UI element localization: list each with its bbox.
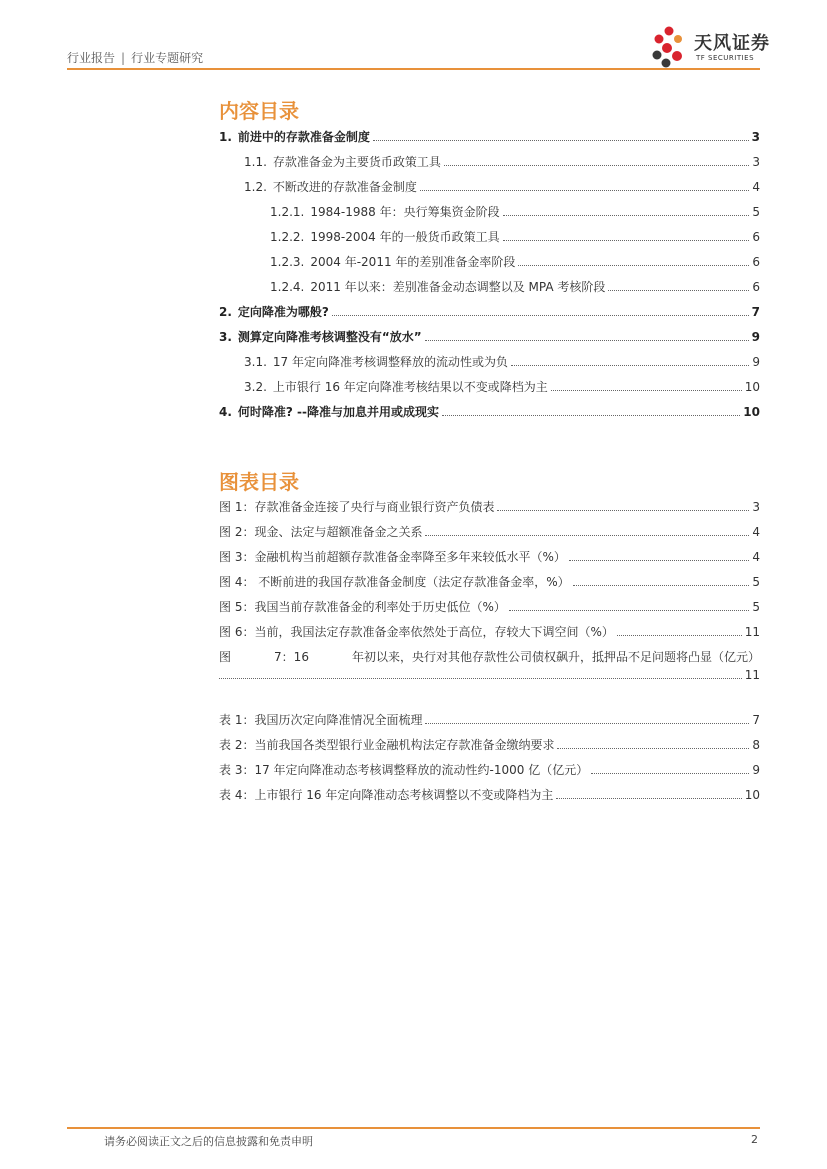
header-breadcrumb — [67, 49, 203, 66]
header-category: 行业报告 — [67, 51, 116, 65]
figure-item[interactable] — [219, 624, 760, 640]
toc-label: 不断改进的存款准备金制度 — [272, 180, 417, 194]
dot-leader — [332, 315, 749, 316]
table-item[interactable] — [219, 762, 760, 778]
toc-label: 存款准备金为主要货币政策工具 — [272, 155, 441, 169]
toc-number: 1.1. — [244, 155, 267, 169]
figure-7-line2[interactable] — [219, 667, 760, 683]
toc-page-number: 10 — [743, 405, 760, 419]
figure-item[interactable] — [219, 599, 760, 615]
header-separator: | — [121, 51, 126, 65]
toc-label: 2011 年以来：差别准备金动态调整以及 MPA 考核阶段 — [310, 280, 606, 294]
toc-item[interactable] — [244, 179, 760, 195]
toc-item[interactable] — [244, 354, 760, 370]
figure-item[interactable] — [219, 549, 760, 565]
toc-item[interactable] — [219, 329, 760, 345]
dot-leader — [425, 340, 749, 341]
toc-page-number: 5 — [752, 600, 760, 614]
toc-label: 表 4：上市银行 16 年定向降准动态考核调整以不变或降档为主 — [219, 788, 554, 802]
toc-page-number: 10 — [744, 380, 760, 394]
dot-leader — [425, 535, 749, 536]
figure-7-line1 — [219, 649, 760, 665]
dot-leader — [591, 773, 749, 774]
dot-leader — [503, 215, 750, 216]
toc-page-number: 7 — [751, 305, 760, 319]
dot-leader — [442, 415, 740, 416]
toc-number: 3.2. — [244, 380, 267, 394]
dot-leader — [420, 190, 749, 191]
figure-7-part: 7：16 — [274, 650, 309, 664]
toc-page-number: 9 — [751, 330, 760, 344]
toc-item[interactable] — [219, 404, 760, 420]
toc-number: 1.2.3. — [270, 255, 305, 269]
toc-label: 何时降准? --降准与加息并用或成现实 — [237, 405, 440, 419]
dot-leader — [444, 165, 749, 166]
toc-number: 1.2.4. — [270, 280, 305, 294]
toc-number: 2. — [219, 305, 232, 319]
dot-leader — [573, 585, 750, 586]
company-logo — [650, 25, 770, 70]
toc-item[interactable] — [219, 129, 760, 145]
header-subcategory: 行业专题研究 — [131, 51, 204, 65]
figure-7-part: 年初以来，央行对其他存款性公司债权飙升，抵押品不足问题将凸显（亿元） — [351, 650, 760, 664]
toc-page-number: 9 — [752, 763, 760, 777]
dot-leader — [509, 610, 750, 611]
header-divider — [67, 68, 760, 70]
toc-label: 1984-1988 年：央行筹集资金阶段 — [310, 205, 500, 219]
toc-page-number: 5 — [752, 575, 760, 589]
toc-page-number: 9 — [752, 355, 760, 369]
toc-page-number: 7 — [752, 713, 760, 727]
toc-number: 3.1. — [244, 355, 267, 369]
toc-item[interactable] — [270, 204, 760, 220]
toc-label: 图 5：我国当前存款准备金的利率处于历史低位（%） — [219, 600, 506, 614]
toc-label: 图 6：当前，我国法定存款准备金率依然处于高位，存较大下调空间（%） — [219, 625, 614, 639]
toc-item[interactable] — [219, 304, 760, 320]
toc-label: 1998-2004 年的一般货币政策工具 — [310, 230, 500, 244]
toc-label: 图 2：现金、法定与超额准备金之关系 — [219, 525, 423, 539]
toc-label: 表 1：我国历次定向降准情况全面梳理 — [219, 713, 423, 727]
dot-leader — [503, 240, 750, 241]
dot-leader — [497, 510, 749, 511]
contents-title: 内容目录 — [219, 99, 299, 123]
dot-leader — [569, 560, 750, 561]
toc-page-number: 4 — [752, 180, 760, 194]
toc-page-number: 4 — [752, 525, 760, 539]
toc-number: 1.2. — [244, 180, 267, 194]
toc-item[interactable] — [244, 154, 760, 170]
toc-number: 4. — [219, 405, 232, 419]
toc-page-number: 10 — [744, 788, 760, 802]
figure-item[interactable] — [219, 524, 760, 540]
toc-number: 1. — [219, 130, 232, 144]
toc-label: 测算定向降准考核调整没有“放水” — [237, 330, 422, 344]
toc-page-number: 6 — [752, 255, 760, 269]
toc-item[interactable] — [270, 279, 760, 295]
toc-number: 1.2.1. — [270, 205, 305, 219]
toc-page-number: 4 — [752, 550, 760, 564]
footer-divider — [67, 1127, 760, 1129]
figure-7-page: 11 — [744, 668, 760, 682]
table-item[interactable] — [219, 737, 760, 753]
toc-label: 表 2：当前我国各类型银行业金融机构法定存款准备金缴纳要求 — [219, 738, 555, 752]
table-item[interactable] — [219, 787, 760, 803]
figure-item[interactable] — [219, 499, 760, 515]
toc-label: 表 3：17 年定向降准动态考核调整释放的流动性约-1000 亿（亿元） — [219, 763, 589, 777]
dot-leader — [551, 390, 742, 391]
toc-number: 3. — [219, 330, 232, 344]
toc-page-number: 11 — [744, 625, 760, 639]
toc-label: 定向降准为哪般? — [237, 305, 329, 319]
toc-number: 1.2.2. — [270, 230, 305, 244]
toc-label: 17 年定向降准考核调整释放的流动性或为负 — [272, 355, 508, 369]
table-item[interactable] — [219, 712, 760, 728]
toc-item[interactable] — [270, 229, 760, 245]
toc-item[interactable] — [270, 254, 760, 270]
toc-label: 前进中的存款准备金制度 — [237, 130, 370, 144]
dot-leader — [219, 678, 742, 679]
toc-label: 图 4： 不断前进的我国存款准备金制度（法定存款准备金率，%） — [219, 575, 570, 589]
logo-cn-text: 天风证券 — [694, 33, 770, 54]
figure-7-part: 图 — [219, 650, 232, 664]
dot-leader — [518, 265, 749, 266]
toc-label: 2004 年-2011 年的差别准备金率阶段 — [310, 255, 516, 269]
dot-leader — [373, 140, 749, 141]
toc-item[interactable] — [244, 379, 760, 395]
dot-leader — [425, 723, 749, 724]
dot-leader — [617, 635, 742, 636]
toc-page-number: 8 — [752, 738, 760, 752]
toc-page-number: 6 — [752, 230, 760, 244]
figure-item[interactable] — [219, 574, 760, 590]
dot-leader — [557, 748, 749, 749]
logo-mark-icon — [650, 25, 694, 70]
toc-page-number: 3 — [752, 500, 760, 514]
toc-page-number: 3 — [751, 130, 760, 144]
logo-en-text: TF SECURITIES — [696, 54, 755, 62]
toc-label: 上市银行 16 年定向降准考核结果以不变或降档为主 — [272, 380, 548, 394]
toc-page-number: 5 — [752, 205, 760, 219]
toc-page-number: 3 — [752, 155, 760, 169]
dot-leader — [608, 290, 749, 291]
dot-leader — [511, 365, 749, 366]
footer-disclaimer: 请务必阅读正文之后的信息披露和免责申明 — [104, 1135, 313, 1148]
toc-label: 图 3：金融机构当前超额存款准备金率降至多年来较低水平（%） — [219, 550, 566, 564]
footer-page-number: 2 — [751, 1133, 758, 1146]
figures-title: 图表目录 — [219, 470, 299, 494]
toc-page-number: 6 — [752, 280, 760, 294]
dot-leader — [556, 798, 741, 799]
toc-label: 图 1：存款准备金连接了央行与商业银行资产负债表 — [219, 500, 495, 514]
